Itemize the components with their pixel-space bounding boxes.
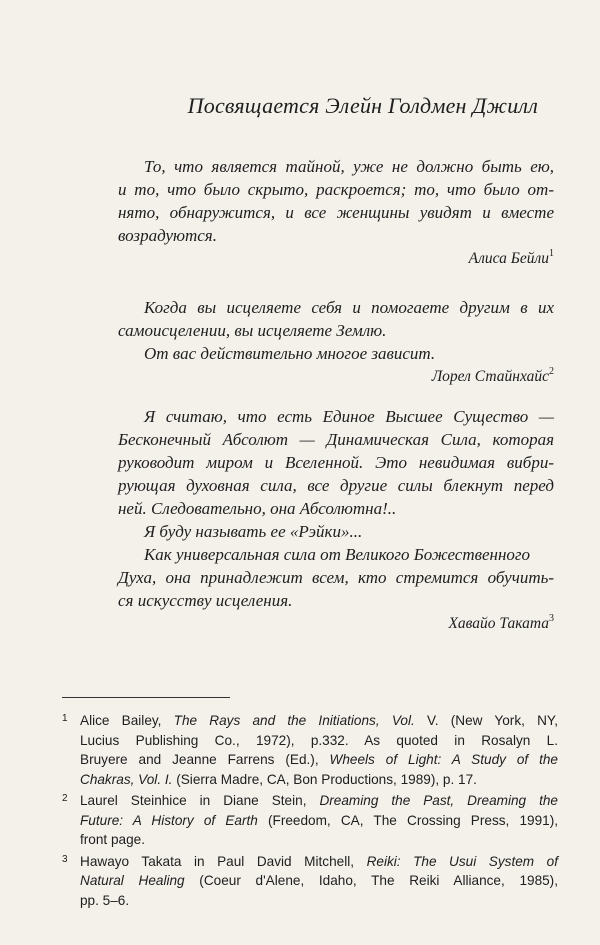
book-title: Dreaming the Past, Dreaming the — [319, 793, 558, 808]
book-title: Chakras, Vol. I. — [80, 771, 173, 787]
epigraph-line: Когда вы исцеляете себя и помогаете другим в их — [144, 298, 554, 317]
epigraph-line: От вас действительно многое зависит. — [144, 344, 436, 363]
footnote-text: Alice Bailey, — [80, 713, 174, 728]
book-title: Wheels of Light: A Study of the — [329, 752, 558, 767]
epigraph-steinhice — [118, 296, 554, 389]
footnote-text: (Freedom, CA, The Crossing Press, 1991), — [257, 812, 559, 828]
footnote-line — [80, 891, 558, 911]
footnote-number: 2 — [62, 793, 68, 804]
footnote-line — [80, 811, 558, 831]
epigraph-author — [118, 612, 554, 636]
epigraph-line: Я буду называть ее «Рэйки»... — [144, 522, 363, 541]
epigraph-line: ся искусству исцеления. — [118, 591, 293, 610]
footnote-divider — [62, 697, 230, 698]
epigraph-line: самоисцелении, вы исцеляете Землю. — [118, 321, 387, 340]
epigraph-line: Бесконечный Абсолют — Динамическая Сила, которая — [118, 430, 554, 449]
footnote-number: 1 — [62, 713, 68, 724]
epigraph-line: Я считаю, что есть Единое Высшее Существо — — [144, 407, 554, 426]
footnotes — [62, 711, 558, 912]
footnote-text: V. (New York, NY, — [414, 713, 558, 728]
footnote-ref: 3 — [549, 613, 554, 624]
footnote-line — [80, 871, 558, 891]
footnote-line — [80, 852, 558, 872]
epigraph-line: нято, обнаружится, и все женщины увидят и вместе — [118, 203, 554, 222]
epigraph-author — [118, 365, 554, 389]
footnote-line — [80, 830, 558, 850]
footnote-number: 3 — [62, 853, 68, 865]
epigraph-author — [118, 247, 554, 271]
epigraph-line: То, что является тайной, уже не должно быть ею, — [144, 157, 554, 176]
epigraph-line: возрадуются. — [118, 226, 217, 245]
book-title: The Rays and the Initiations, Vol. — [173, 713, 415, 728]
footnote-text: (Sierra Madre, CA, Bon Productions, 1989), p. 17. — [172, 771, 477, 787]
footnote-2 — [62, 791, 558, 850]
epigraph-line: рующая духовная сила, все другие силы блекнут перед — [118, 476, 554, 495]
book-title: Reiki: The Usui System of — [366, 853, 558, 869]
book-title: Future: A History of Earth — [80, 812, 258, 828]
author-name: Хавайо Таката — [448, 615, 549, 632]
footnote-line — [80, 770, 558, 790]
epigraph-line: руководит миром и Вселенной. Это невидимая вибри- — [118, 453, 554, 472]
footnote-ref: 2 — [549, 366, 554, 377]
epigraph-line: Как универсальная сила от Великого Божественного — [144, 545, 531, 564]
epigraph-line: и то, что было скрыто, раскроется; то, что было от- — [118, 180, 554, 199]
author-name: Лорел Стайнхайс — [431, 368, 549, 385]
book-title: Natural Healing — [80, 873, 185, 888]
footnote-text: Lucius Publishing Co., 1972), p.332. As quoted in Rosalyn L. — [80, 732, 558, 748]
dedication-heading: Посвящается Элейн Голдмен Джилл — [187, 93, 538, 118]
epigraph-line: Духа, она принадлежит всем, кто стремится обучить- — [118, 568, 554, 587]
epigraph-takata — [118, 405, 554, 636]
footnote-text: pp. 5–6. — [80, 892, 130, 908]
epigraph-bailey — [118, 155, 554, 271]
footnote-line — [80, 711, 558, 731]
footnote-line — [80, 731, 558, 751]
footnote-line — [80, 750, 558, 770]
footnote-line — [80, 791, 558, 811]
footnote-text: front page. — [80, 832, 145, 847]
footnote-text: Laurel Steinhice in Diane Stein, — [80, 793, 320, 808]
epigraph-line: ней. Следовательно, она Абсолютна!.. — [118, 499, 397, 518]
footnote-text: Bruyere and Jeanne Farrens (Ed.), — [80, 752, 330, 767]
footnote-3 — [62, 852, 558, 911]
footnote-text: (Coeur d'Alene, Idaho, The Reiki Alliance, 1985), — [184, 873, 558, 888]
footnote-text: Hawayo Takata in Paul David Mitchell, — [80, 853, 367, 869]
author-name: Алиса Бейли — [468, 250, 549, 267]
footnote-1 — [62, 711, 558, 789]
footnote-ref: 1 — [549, 248, 554, 259]
